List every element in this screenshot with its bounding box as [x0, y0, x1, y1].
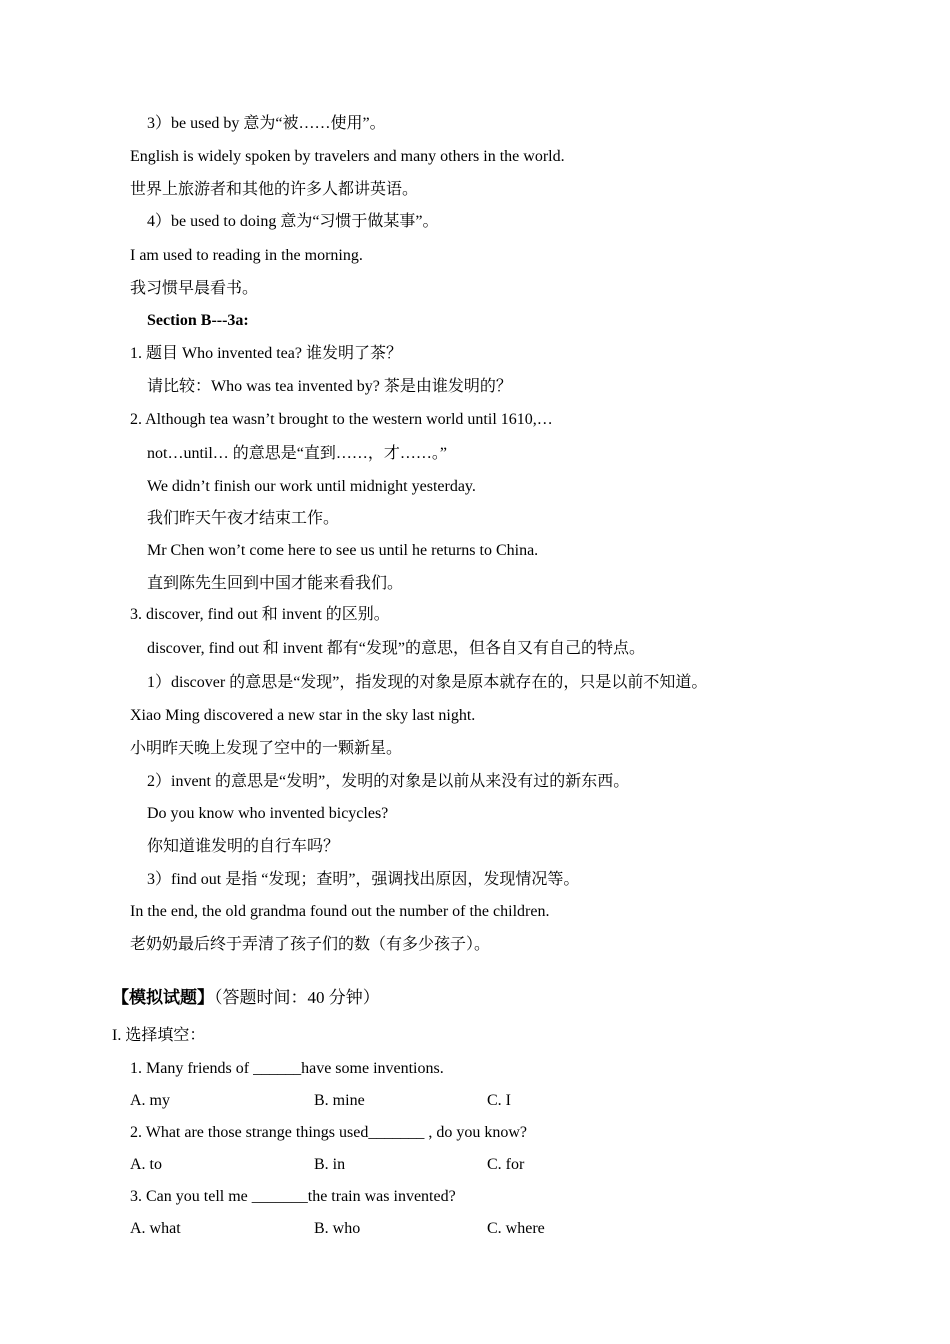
text-line: 2）invent 的意思是“发明”，发明的对象是以前从来没有过的新东西。 [147, 773, 630, 790]
text-line: 2. Although tea wasn’t brought to the western world until 1610,… [130, 411, 553, 428]
option-c: C. I [487, 1092, 511, 1109]
text-line: 我习惯早晨看书。 [130, 280, 259, 297]
text-line: 直到陈先生回到中国才能来看我们。 [147, 575, 404, 592]
text-line: In the end, the old grandma found out the number of the children. [130, 903, 550, 920]
mock-test-time: （答题时间：40 分钟） [214, 988, 380, 1007]
text-line: 1）discover 的意思是“发现”，指发现的对象是原本就存在的，只是以前不知道。 [147, 674, 708, 691]
text-line: discover, find out 和 invent 都有“发现”的意思，但各自又有自己的特点。 [147, 640, 645, 657]
option-a: A. what [130, 1220, 181, 1237]
text-line: I am used to reading in the morning. [130, 247, 363, 264]
text-line: 3. discover, find out 和 invent 的区别。 [130, 606, 390, 623]
text-line: 3）be used by 意为“被……使用”。 [147, 115, 386, 132]
option-c: C. where [487, 1220, 545, 1237]
text-line: 我们昨天午夜才结束工作。 [147, 510, 340, 527]
section-heading: Section B---3a: [147, 312, 249, 329]
text-line: Mr Chen won’t come here to see us until he returns to China. [147, 542, 539, 559]
option-a: A. to [130, 1156, 162, 1173]
option-a: A. my [130, 1092, 170, 1109]
mock-section-title: I. 选择填空： [112, 1027, 206, 1044]
text-line: We didn’t finish our work until midnight yesterday. [147, 478, 476, 495]
text-line: not…until… 的意思是“直到……，才……。” [147, 445, 447, 462]
option-b: B. mine [314, 1092, 365, 1109]
question-stem: 1. Many friends of ______have some inventions. [130, 1060, 444, 1077]
text-line: 世界上旅游者和其他的许多人都讲英语。 [130, 181, 419, 198]
text-line: 小明昨天晚上发现了空中的一颗新星。 [130, 740, 403, 757]
text-line: English is widely spoken by travelers and many others in the world. [130, 148, 565, 165]
text-line: 4）be used to doing 意为“习惯于做某事”。 [147, 213, 439, 230]
text-line: 请比较：Who was tea invented by? 茶是由谁发明的？ [147, 378, 512, 395]
option-c: C. for [487, 1156, 525, 1173]
text-line: 1. 题目 Who invented tea? 谁发明了茶？ [130, 345, 402, 362]
text-line: Xiao Ming discovered a new star in the sky last night. [130, 707, 476, 724]
text-line: 老奶奶最后终于弄清了孩子们的数（有多少孩子）。 [130, 936, 491, 953]
question-stem: 3. Can you tell me _______the train was invented? [130, 1188, 456, 1205]
question-stem: 2. What are those strange things used_______ , do you know? [130, 1124, 527, 1141]
option-b: B. who [314, 1220, 361, 1237]
text-line: Do you know who invented bicycles? [147, 805, 389, 822]
mock-test-heading [112, 988, 380, 1008]
option-b: B. in [314, 1156, 346, 1173]
mock-test-title: 【模拟试题】 [112, 988, 214, 1007]
text-line: 你知道谁发明的自行车吗？ [147, 838, 340, 855]
text-line: 3）find out 是指 “发现；查明”，强调找出原因，发现情况等。 [147, 871, 580, 888]
